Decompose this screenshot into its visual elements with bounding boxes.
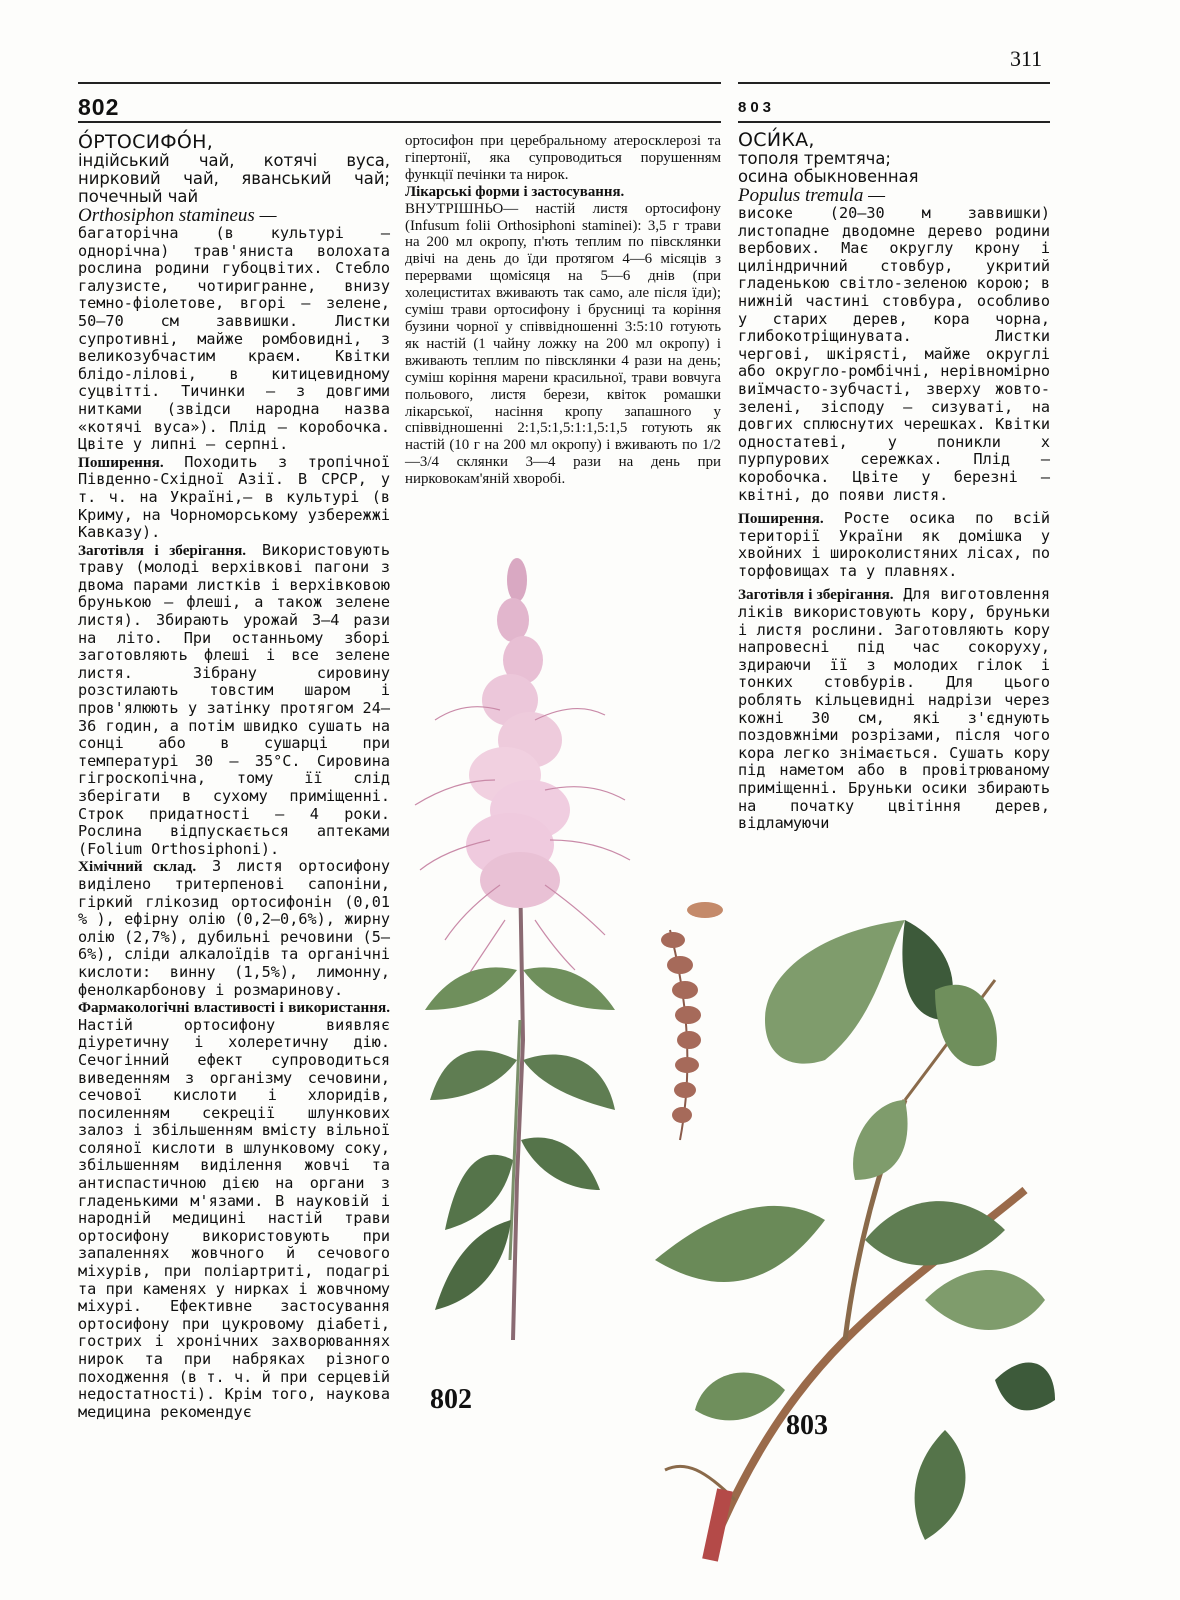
chemistry-paragraph [78, 858, 390, 999]
section-title-forms: Лікарські форми і застосування. [405, 183, 625, 200]
pharmacology-paragraph [78, 999, 390, 1421]
latin-name-aspen: Populus tremula — [738, 185, 886, 206]
top-rule-left [78, 82, 721, 84]
forms-text: ВНУТРІШНЬО— настій листя ортосифону (Infusum folii Orthosiphoni staminei): 3,5 г трави на 200 мл окропу, п'ють теплим по півсклянки двічі на день до їди протягом 4—6 місяців з перервами щомісяця на 5—6 днів (при холециститах вживають так само, але після їди); суміш трави ортосифону і брусниці та коріння бузини чорної у співвідношенні 3:5:10 готують як настій (1 чайну ложку на 200 мл окропу) і вживають теплим по півсклянки 4 рази на день; суміш коріння марени красильної, трави вовчуга польового, листя берези, квіток ромашки лікарської, насіння кропу запашного у співвідношенні 2:1,5:1,5:1:1,5:1,5 готують як настій (10 г на 200 мл окропу) і вживають по 1/2—3/4 склянки 3—4 рази на день при нирковокам'яній хворобі. [405, 200, 721, 488]
description-orthosiphon: багаторічна (в культурі — однорічна) трав'яниста волохата рослина родини губоцвітих. Стебло галузисте, чотиригранне, внизу темно-фіолетове, вгорі — зелене, 50—70 см заввишки. Листки супротивні, майже ромбовидні, з великозубчастим краєм. Квітки блідо-лілові, в китицевидному суцвітті. Тичинки — з довгими нитками (звідси народна назва «котячі вуса»). Плід — коробочка. Цвіте у липні — серпні. [78, 224, 390, 454]
aspen-harvest-text: Для виготовлення ліків використовують кору, бруньки і листя рослини. Заготовляють кору напровесні під час сокоруху, здираючи її з молодих гілок і тонких стовбурів. Для цього роблять кільцевидні надрізи через кожні 30 см, які з'єднують поздовжніми розрізами, після чого кора легко знімається. Сушать кору під наметом або в провітрюваному приміщенні. Бруньки осики збирають на початку цвітіння дерев, відламуючи [738, 585, 1050, 833]
entry-number-803: 803 [738, 99, 776, 116]
latin-name-orthosiphon: Orthosiphon stamineus — [78, 205, 277, 226]
aspen-catkin [661, 902, 723, 1123]
figure-label-802: 802 [430, 1384, 472, 1415]
pharmacology-continued: ортосифон при церебральному атеросклерозі та гіпертонії, яка супроводиться порушенням функції печінки та нирок. [405, 133, 721, 183]
chemistry-text: З листя ортосифону виділено тритерпенові сапоніни, гіркий глікозид ортосифонін (0,01 % ), ефірну олію (0,2—0,6%), жирну олію (2,7%), дубильні речовини (5—6%), сліди алкалоїдів та органічні кислоти: винну (1,5%), лимонну, фенолкарбонову і розмаринову. [78, 857, 390, 999]
synonym-line-2: осина обыкновенная [738, 167, 919, 186]
section-title-harvest: Заготівля і зберігання. [78, 541, 247, 559]
orthosiphon-plant [415, 558, 630, 1340]
headword-orthosiphon: О́РТОСИФО́Н, [78, 131, 214, 153]
section-title-distribution: Поширення. [78, 453, 164, 471]
page-number: 311 [1010, 46, 1043, 71]
synonyms-orthosiphon: індійський чай, котячі вуса, нирковий чай, яванський чай; почечный чай [78, 151, 390, 206]
botanical-illustration [405, 540, 1055, 1570]
header-rule-left [78, 121, 721, 123]
aspen-section-title-harvest: Заготівля і зберігання. [738, 586, 894, 604]
headword-aspen: ОСИ́КА, [738, 129, 815, 151]
distribution-text: Походить з тропічної Південно-Східної Азії. В СРСР, у т. ч. на Україні,— в культурі (в Криму, на Чорноморському узбережжі Кавказу). [78, 452, 390, 542]
harvest-text: Використовують траву (молоді верхівкові пагони з двома парами листків і верхівковою брунькою — флеші, а також зелене листя). Збирають урожай 3—4 рази на літо. При останньому зборі заготовляють флеші і все зелене листя. Зібрану сировину розстилають товстим шаром і пров'ялюють у затінку протягом 24—36 годин, а потім швидко сушать на сонці або в сушарці при температурі 30 — 35°С. Сировина гігроскопічна, тому її слід зберігати в сухому приміщенні. Строк придатності — 4 роки. Рослина відпускається аптеками (Folium Orthosiphoni). [78, 540, 390, 858]
pharmacology-text: Настій ортосифону виявляє діуретичну і холеретичну дію. Сечогінний ефект супроводиться виведенням з організму сечовини, сечової кислоти і хлоридів, посиленням секреції шлункових залоз і збільшенням вмісту вільної соляної кислоти в шлунковому соку, збільшенням виділення жовчі та антиспастичною дією на органи з гладенькими м'язами. В науковій і народній медицині настій трави ортосифону використовують при запаленнях жовчного й сечового міхурів, при поліартриті, подагрі та при каменях у нирках і жовчному міхурі. Ефективне застосування ортосифону при цукровому діабеті, гострих і хронічних захворюваннях нирок та при набряках різного походження (в т. ч. й при серцевій недостатності). Крім того, наукова медицина рекомендує [78, 1015, 390, 1421]
aspen-distribution-text: Росте осика по всій території України як домішка у хвойних і широколистяних лісах, по торфовищах та у плавнях. [738, 509, 1050, 580]
figure-label-803: 803 [786, 1410, 828, 1441]
header-rule-right [738, 121, 1050, 123]
synonym-line-1: тополя тремтяча; [738, 149, 891, 168]
distribution-paragraph [78, 454, 390, 542]
section-title-chemistry: Хімічний склад. [78, 858, 197, 876]
section-title-pharmacology: Фармакологічні властивості і використання. [78, 999, 390, 1017]
aspen-branch [655, 902, 1055, 1560]
harvest-paragraph [78, 542, 390, 859]
description-aspen: високе (20—30 м заввишки) листопадне дводомне дерево родини вербових. Має округлу крону і циліндричний стовбур, укритий гладенькою світло-зеленою корою; в нижній частині стовбура, особливо у старих дерев, кора чорна, глибокотріщинувата. Листки чергові, шкірясті, майже округлі або округло-ромбічні, нерівномірно виїмчасто-зубчасті, зверху жовто-зелені, зісподу — сизуваті, на довгих сплюснутих черешках. Квітки одностатеві, у поникли х пурпурових сережках. Плід — коробочка. Цвіте у березні — квітні, до появи листя. [738, 204, 1050, 504]
aspen-leaves [655, 920, 1055, 1540]
top-rule-right [738, 82, 1050, 84]
column-middle [405, 133, 721, 488]
column-left [78, 133, 390, 1421]
entry-number-802: 802 [78, 94, 120, 120]
aspen-section-title-distribution: Поширення. [738, 510, 824, 528]
